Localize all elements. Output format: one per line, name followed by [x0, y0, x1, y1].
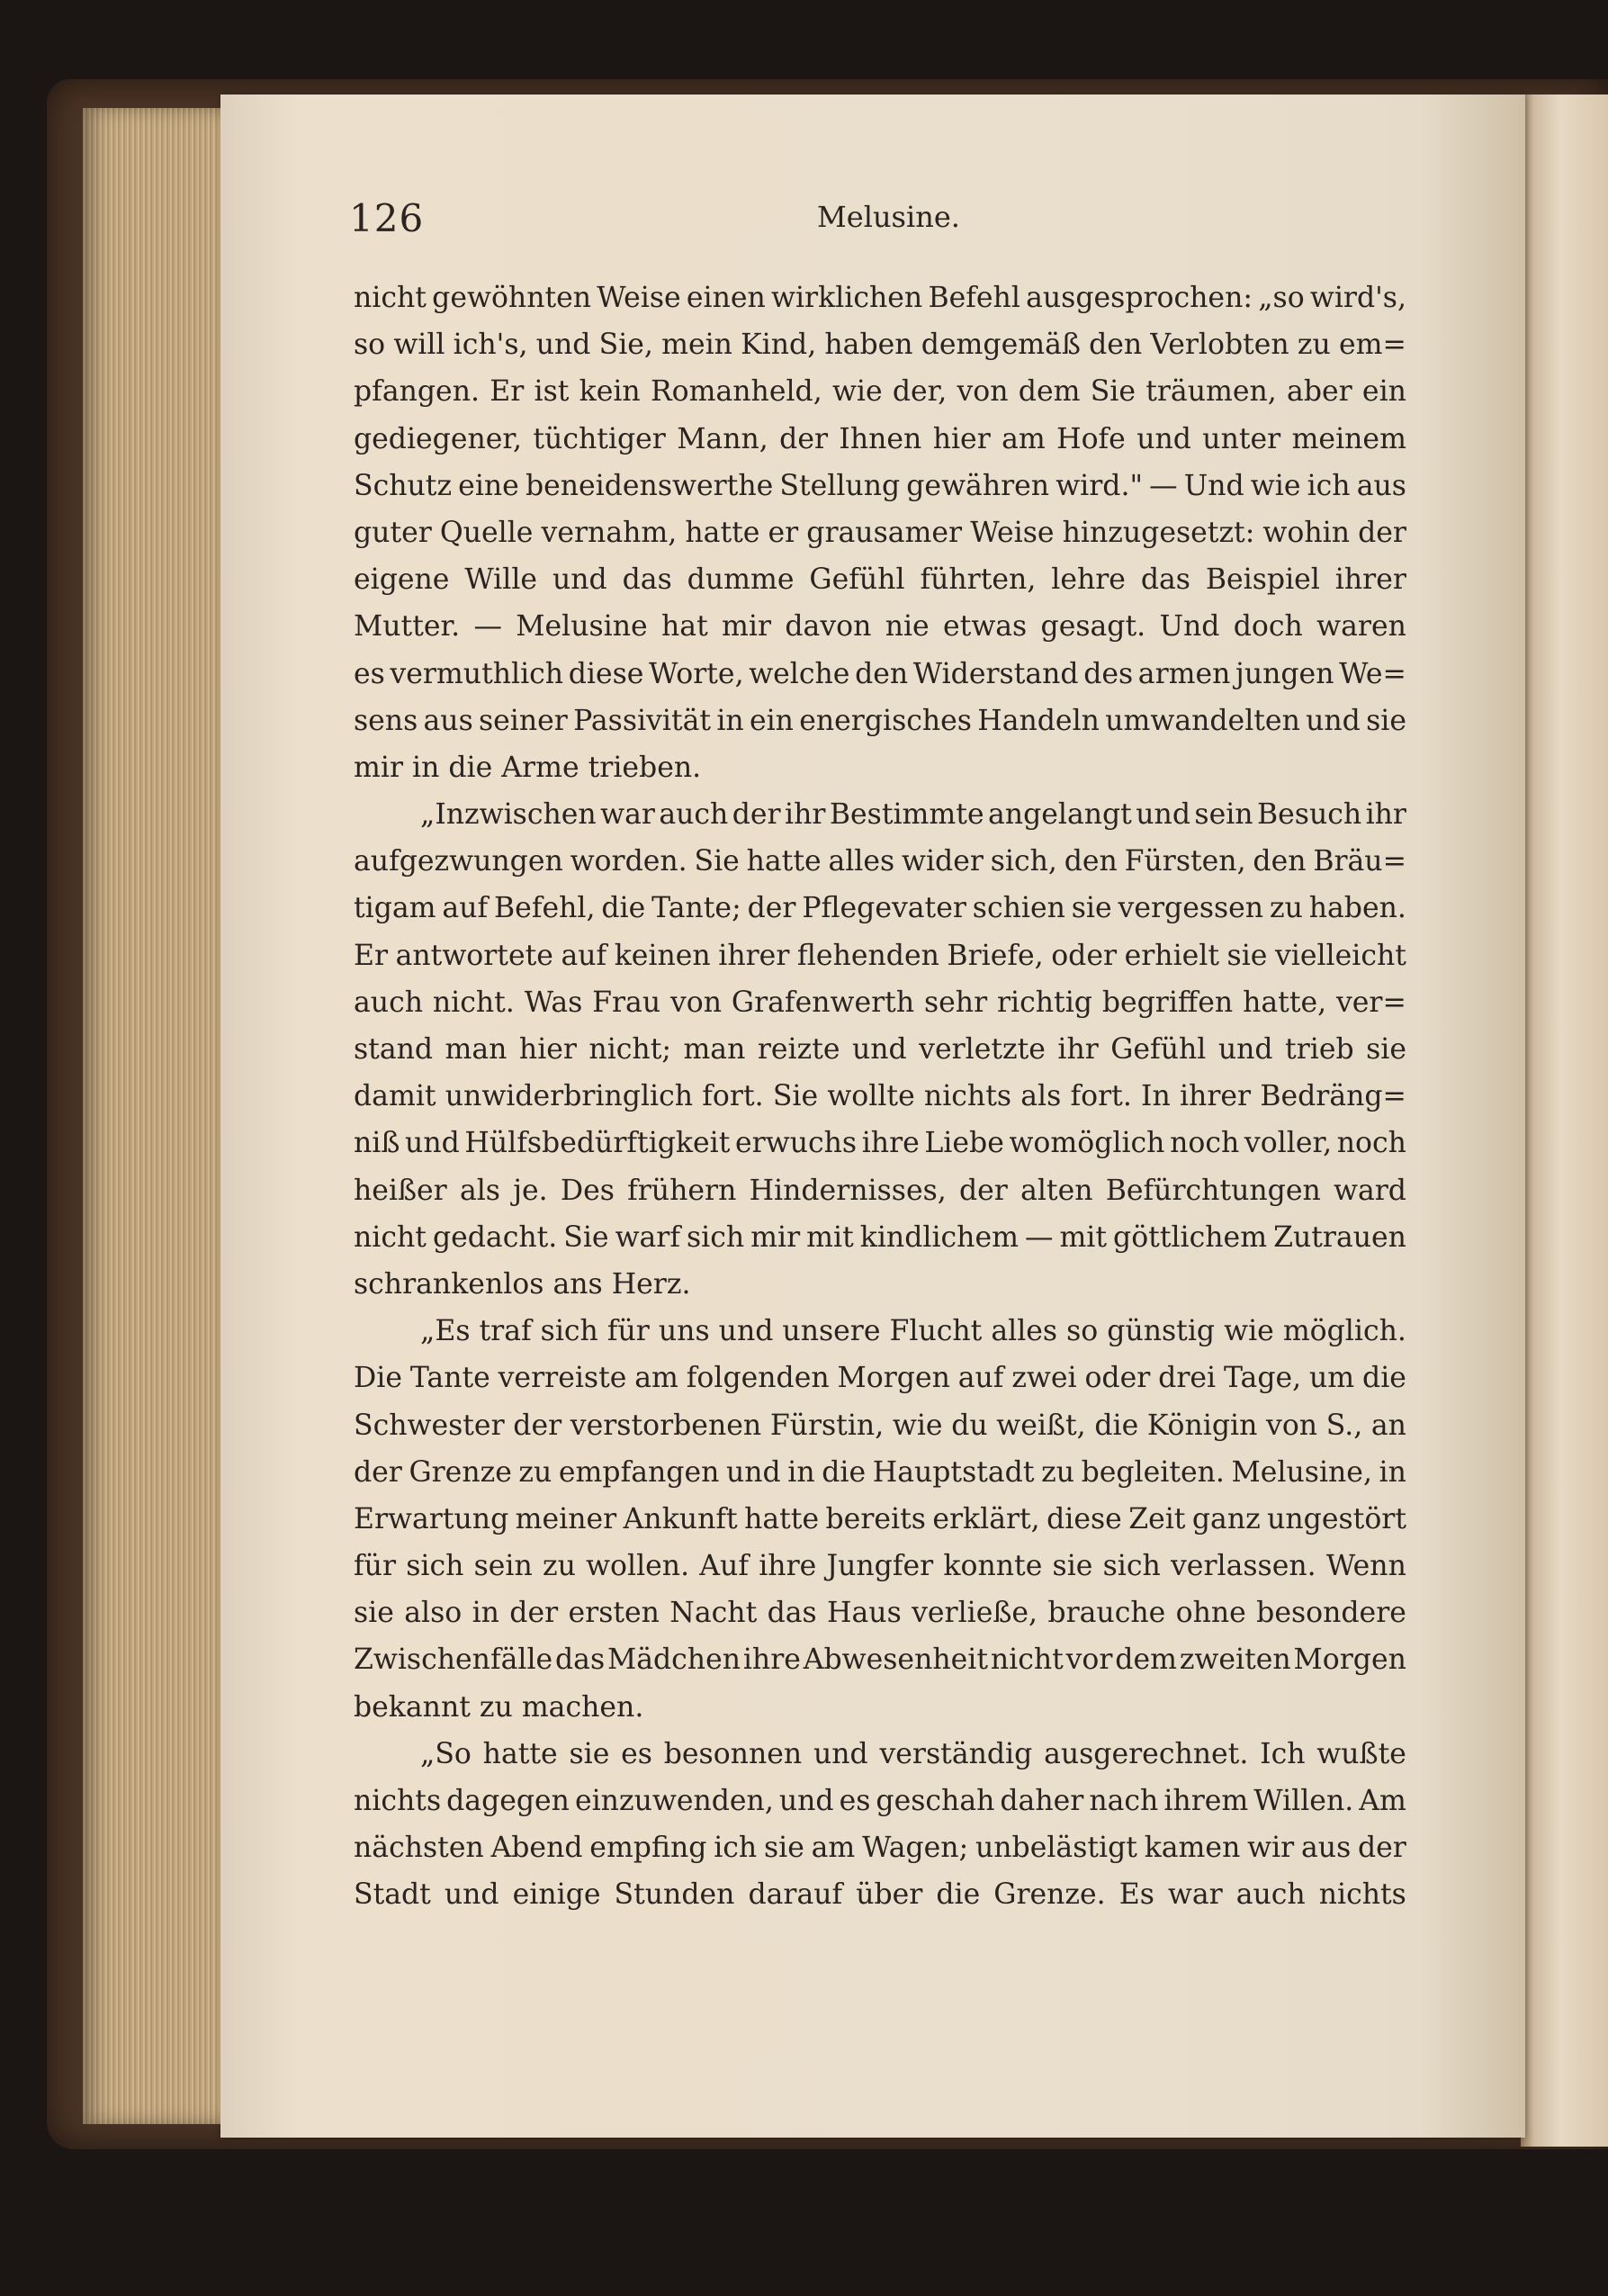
- text-line: Zwischenfälle das Mädchen ihre Abwesenheit nicht vor dem zweiten Morgen: [354, 1643, 1406, 1677]
- text-line: pfangen. Er ist kein Romanheld, wie der, von dem Sie träumen, aber ein: [354, 375, 1406, 409]
- text-line: Er antwortete auf keinen ihrer flehenden Briefe, oder erhielt sie vielleicht: [354, 939, 1406, 972]
- text-line: auch nicht. Was Frau von Grafenwerth sehr richtig begriffen hatte, ver=: [354, 986, 1406, 1019]
- page-edges: [83, 108, 236, 2124]
- text-line: Die Tante verreiste am folgenden Morgen auf zwei oder drei Tage, um die: [354, 1362, 1406, 1395]
- text-line: nächsten Abend empfing ich sie am Wagen; unbelästigt kamen wir aus der: [354, 1832, 1406, 1865]
- text-line: schrankenlos ans Herz.: [354, 1267, 691, 1301]
- text-line: Schwester der verstorbenen Fürstin, wie du weißt, die Königin von S., an: [354, 1409, 1406, 1442]
- text-line: für sich sein zu wollen. Auf ihre Jungfer konnte sie sich verlassen. Wenn: [354, 1550, 1406, 1583]
- text-line: aufgezwungen worden. Sie hatte alles wider sich, den Fürsten, den Bräu=: [354, 845, 1406, 878]
- text-line: nicht gedacht. Sie warf sich mir mit kindlichem — mit göttlichem Zutrauen: [354, 1220, 1406, 1254]
- text-line: damit unwiderbringlich fort. Sie wollte nichts als fort. In ihrer Bedräng=: [354, 1080, 1406, 1113]
- text-line: tigam auf Befehl, die Tante; der Pflegevater schien sie vergessen zu haben.: [354, 892, 1406, 925]
- text-line: sie also in der ersten Nacht das Haus verließe, brauche ohne besondere: [354, 1597, 1406, 1630]
- body-text: [354, 275, 1406, 1919]
- text-line: stand man hier nicht; man reizte und verletzte ihr Gefühl und trieb sie: [354, 1033, 1406, 1066]
- text-line: gediegener, tüchtiger Mann, der Ihnen hier am Hofe und unter meinem: [354, 422, 1406, 455]
- text-line: bekannt zu machen.: [354, 1690, 644, 1724]
- text-line: mir in die Arme trieben.: [354, 751, 702, 784]
- facing-page-edge: [1521, 95, 1608, 2147]
- text-line: niß und Hülfsbedürftigkeit erwuchs ihre Liebe womöglich noch voller, noch: [354, 1127, 1406, 1160]
- text-line: Stadt und einige Stunden darauf über die Grenze. Es war auch nichts: [354, 1878, 1406, 1912]
- text-line: es vermuthlich diese Worte, welche den Widerstand des armen jungen We=: [354, 657, 1406, 690]
- text-line: Erwartung meiner Ankunft hatte bereits erklärt, diese Zeit ganz ungestört: [354, 1502, 1406, 1535]
- running-title: Melusine.: [817, 200, 960, 234]
- text-line: Mutter. — Melusine hat mir davon nie etwas gesagt. Und doch waren: [354, 610, 1406, 644]
- text-line: heißer als je. Des frühern Hindernisses, der alten Befürchtungen ward: [354, 1174, 1406, 1207]
- text-line: so will ich's, und Sie, mein Kind, haben demgemäß den Verlobten zu em=: [354, 329, 1406, 362]
- text-line: Schutz eine beneidenswerthe Stellung gewähren wird." — Und wie ich aus: [354, 469, 1406, 502]
- text-line: guter Quelle vernahm, hatte er grausamer Weise hinzugesetzt: wohin der: [354, 516, 1406, 549]
- text-line: der Grenze zu empfangen und in die Hauptstadt zu begleiten. Melusine, in: [354, 1455, 1406, 1489]
- text-line: „Es traf sich für uns und unsere Flucht alles so günstig wie möglich.: [420, 1315, 1406, 1348]
- text-line: nichts dagegen einzuwenden, und es geschah daher nach ihrem Willen. Am: [354, 1785, 1406, 1817]
- text-line: eigene Wille und das dumme Gefühl führten, lehre das Beispiel ihrer: [354, 563, 1406, 597]
- text-line: sens aus seiner Passivität in ein energisches Handeln umwandelten und sie: [354, 704, 1406, 737]
- page-number: 126: [349, 196, 425, 240]
- page-header: [349, 196, 1411, 250]
- text-line: „So hatte sie es besonnen und verständig ausgerechnet. Ich wußte: [420, 1737, 1406, 1770]
- text-line: nicht gewöhnten Weise einen wirklichen Befehl ausgesprochen: „so wird's,: [354, 282, 1406, 314]
- text-line: „Inzwischen war auch der ihr Bestimmte angelangt und sein Besuch ihr: [420, 798, 1406, 832]
